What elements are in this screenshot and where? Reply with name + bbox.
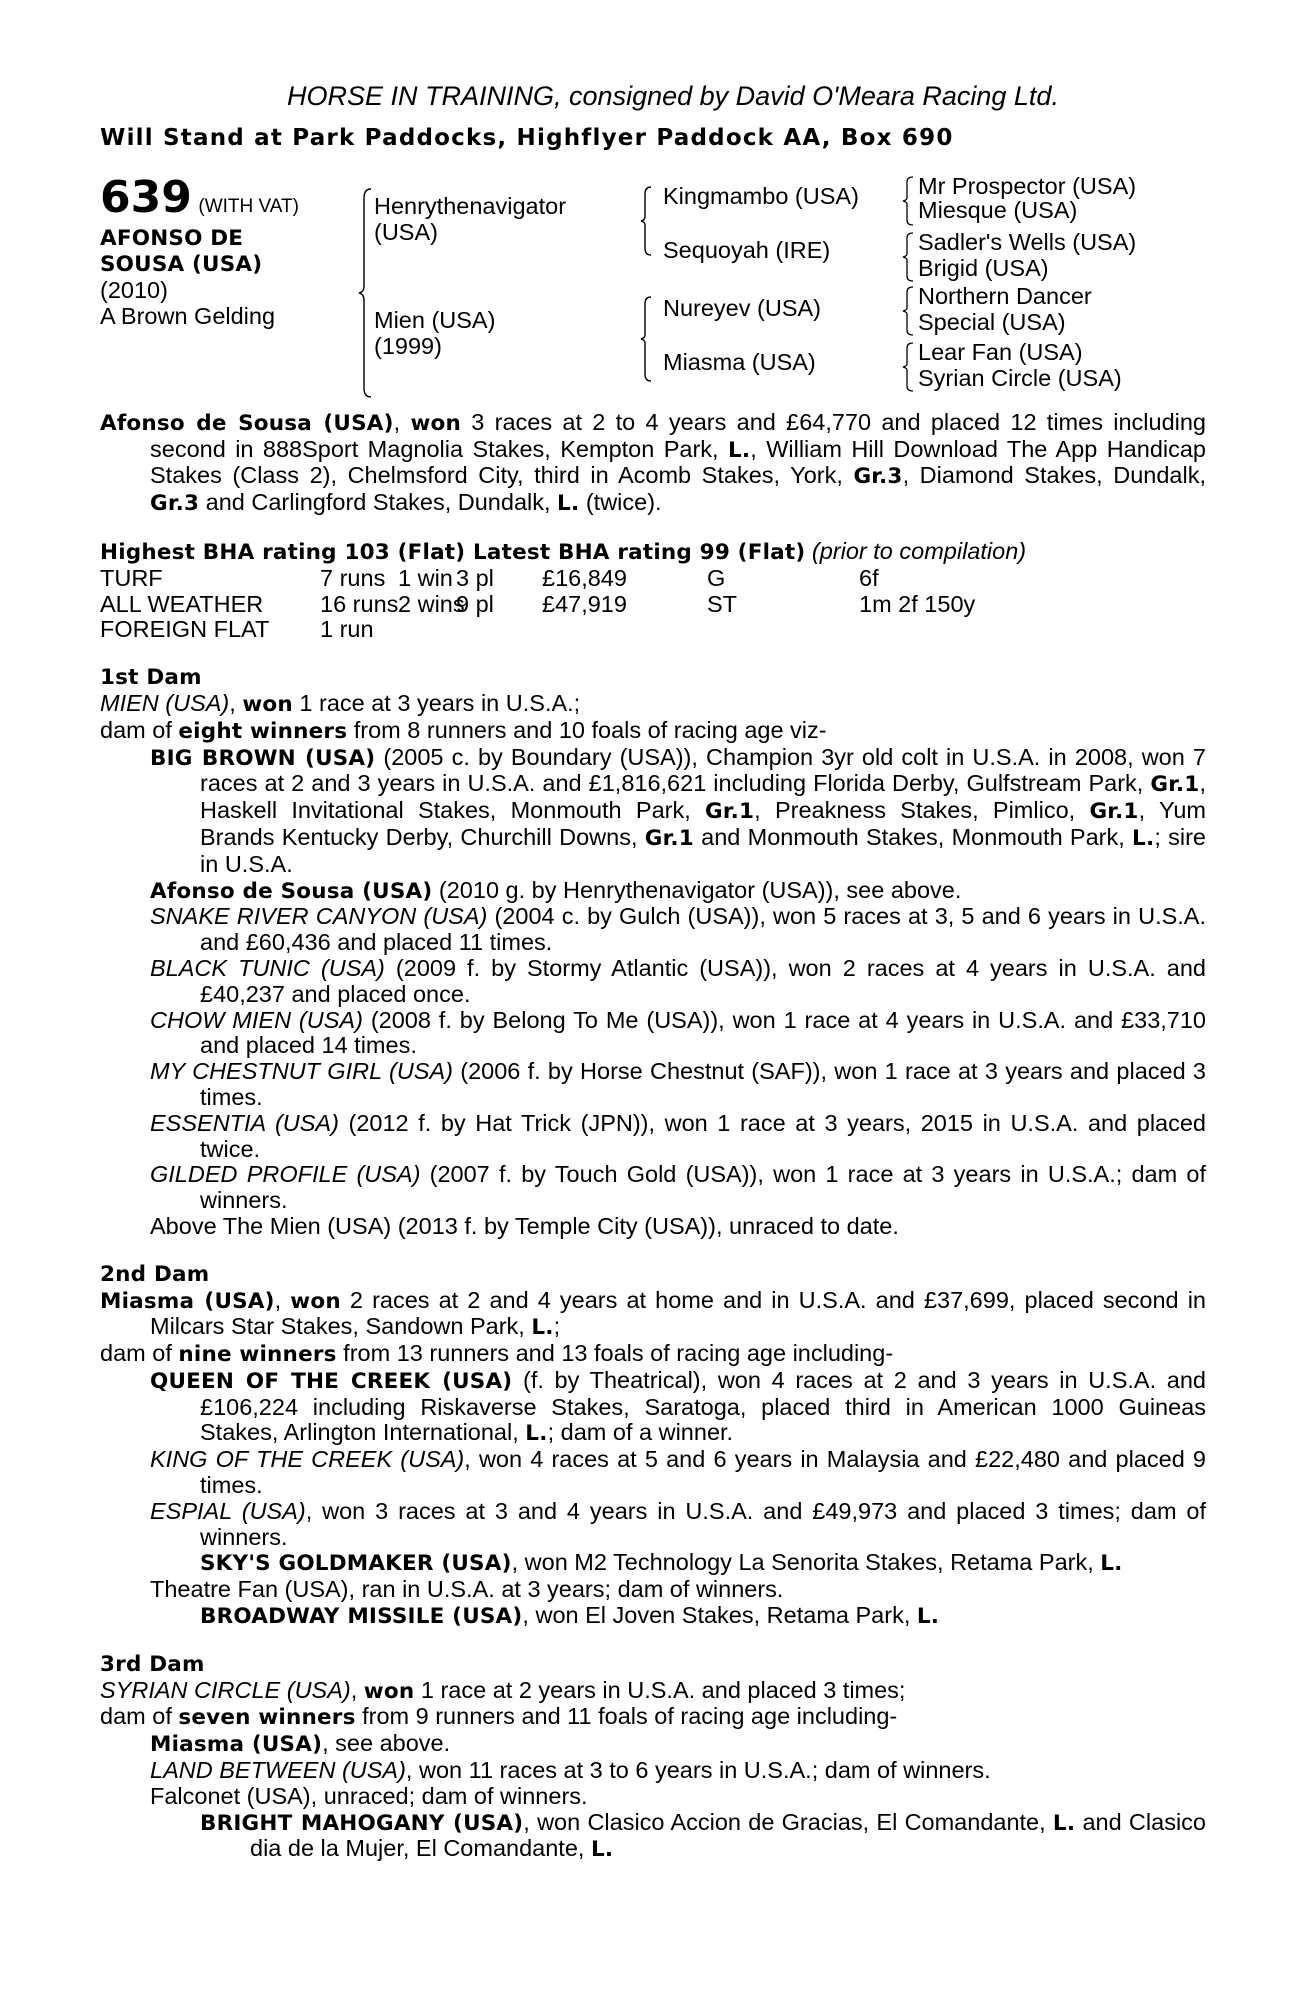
produce-text: from 9 runners and 11 foals of racing age including- (355, 1703, 898, 1730)
catalogue-page (100, 80, 1206, 1863)
group-label: Gr.3 (150, 491, 200, 517)
produce-text: (2005 c. by Boundary (USA)), Champion 3yr old colt in U.S.A. in 2008, won 7 races at 2 and 3 years in U.S.A. and £1,816,621 including Florida Derby, Gulfstream Park, (200, 743, 1206, 797)
produce-name: QUEEN OF THE CREEK (USA) (150, 1368, 513, 1394)
lot-description: A Brown Gelding (100, 302, 276, 329)
listed-label: L. (590, 1837, 614, 1863)
produce-text: ; dam of a winner. (547, 1419, 734, 1446)
listed-label: L. (916, 1604, 940, 1630)
dam-sire: Nureyev (USA) (663, 294, 822, 321)
summary-text: , Diamond Stakes, Dundalk, (902, 462, 1206, 489)
listed-label: L. (1100, 1551, 1123, 1577)
ratings-row (100, 617, 1206, 643)
dam-name: Miasma (USA) (100, 1288, 275, 1314)
summary-text: (twice). (579, 489, 662, 516)
sire-dam-dam: Brigid (USA) (918, 254, 1049, 281)
race-summary: Afonso de Sousa (USA), won 3 races at 2 to 4 years and £64,770 and placed 12 times including second in 888Sport Magnolia Stakes, Kempton Park, L., William Hill Download The App Handicap Stakes (Class 2), Chelmsford City, third in Acomb Stakes, York, Gr.3, Diamond Stakes, Dundalk, Gr.3 and Carlingford Stakes, Dundalk, L. (twice). (100, 408, 1207, 517)
produce-name: GILDED PROFILE (USA) (150, 1161, 421, 1188)
produce-name: BRIGHT MAHOGANY (USA) (200, 1810, 524, 1836)
produce-text: (2009 f. by Stormy Atlantic (USA)), won 2 races at 4 years in U.S.A. and £40,237 and placed once. (200, 954, 1206, 1007)
produce-name: LAND BETWEEN (USA) (150, 1757, 406, 1784)
produce-text: , see above. (322, 1730, 451, 1757)
dam-text: 2 races at 2 and 4 years at home and in U.S.A. and £37,699, placed second in Milcars Star Stakes, Sandown Park, (150, 1286, 1206, 1340)
produce-entry (150, 1368, 1206, 1447)
ratings-cell: 1 run (320, 616, 374, 643)
lot-year: (2010) (100, 276, 168, 303)
pedigree-table (100, 171, 1206, 410)
won-label: won (242, 691, 293, 717)
produce-name: Miasma (USA) (150, 1732, 323, 1758)
produce-text: (2008 f. by Belong To Me (USA)), won 1 race at 4 years in U.S.A. and £33,710 and placed 14 times. (200, 1006, 1206, 1059)
second-dam-section (100, 1262, 1206, 1630)
produce-entry (200, 1550, 1206, 1577)
dam-dam-sire: Lear Fan (USA) (918, 338, 1083, 365)
produce-name: ESSENTIA (USA) (150, 1109, 339, 1136)
section-heading: 1st Dam (100, 665, 202, 691)
produce-entry (200, 1603, 1206, 1630)
pedigree-brace-sd (902, 232, 914, 282)
ratings-note: (prior to compilation) (811, 537, 1027, 564)
won-label: won (363, 1678, 415, 1704)
sire-sire: Kingmambo (USA) (663, 182, 859, 209)
produce-text: , Preakness Stakes, Pimlico, (754, 797, 1090, 824)
produce-name: BROADWAY MISSILE (USA) (200, 1604, 523, 1630)
ratings-cell: TURF (100, 564, 163, 591)
group-label: Gr.1 (705, 799, 755, 825)
produce-text: , won El Joven Stakes, Retama Park, (522, 1602, 917, 1629)
listed-label: L. (727, 437, 751, 463)
produce-entry (200, 1810, 1206, 1864)
produce-entry (150, 1731, 1206, 1758)
won-label: won (410, 410, 462, 436)
produce-entry (150, 745, 1206, 878)
produce-entry (150, 1162, 1206, 1214)
lot-name: SOUSA (USA) (100, 251, 263, 277)
pedigree-brace-sire (640, 186, 652, 256)
produce-text: (2007 f. by Touch Gold (USA)), won 1 race at 3 years in U.S.A.; dam of winners. (200, 1161, 1207, 1214)
third-dam-section: 3rd Dam SYRIAN CIRCLE (USA), won 1 race at 2 years in U.S.A. and placed 3 times; dam of seven winners from 9 runners and 11 foals of racing age including- Miasma (USA), see above. LAND BETWEEN (USA), won 11 races at 3 to 6 years in U.S.A.; dam of winners. Falconet (USA), unraced; dam of winners. BRIGHT MAHOGANY (USA), won Clasico Accion de Gracias, El Comandante, L. and Clasico dia de la Mujer, El Comandante, L. (100, 1651, 1206, 1863)
listed-label: L. (557, 491, 580, 517)
ratings-cell: 16 runs (320, 590, 399, 617)
dam-text: 1 race at 2 years in U.S.A. and placed 3 times; (414, 1676, 906, 1703)
produce-entry: Theatre Fan (USA), ran in U.S.A. at 3 years; dam of winners. (150, 1576, 784, 1603)
ratings-cell: ST (707, 590, 738, 617)
dam-year: (1999) (374, 332, 442, 359)
produce-text: , won 4 races at 5 and 6 years in Malaysia and £22,480 and placed 9 times. (200, 1446, 1206, 1499)
produce-text: from 13 runners and 13 foals of racing age including- (336, 1340, 894, 1367)
sire-dam: Sequoyah (IRE) (663, 236, 831, 263)
produce-name: BIG BROWN (USA) (150, 745, 376, 771)
lot-header (100, 171, 299, 223)
ratings-row (100, 592, 1206, 618)
summary-text: 3 races at 2 to 4 years and £64,770 and placed 12 times including second in 888Sport Magnolia Stakes, Kempton Park, (150, 408, 1207, 462)
produce-text: (f. by Theatrical), won 4 races at 2 and 3 years in U.S.A. and £106,224 including Riskaverse Stakes, Saratoga, placed third in American 1000 Guineas Stakes, Arlington International, (200, 1366, 1206, 1446)
produce-name: MY CHESTNUT GIRL (USA) (150, 1058, 453, 1085)
dam-text: ; (553, 1313, 561, 1340)
produce-name: SKY'S GOLDMAKER (USA) (200, 1551, 512, 1577)
produce-text: from 8 runners and 10 foals of racing age viz- (347, 716, 827, 743)
produce-entry (150, 904, 1206, 956)
listed-label: L. (1132, 825, 1155, 851)
sire-name: Henrythenavigator (374, 192, 567, 219)
section-heading: 3rd Dam (100, 1651, 205, 1677)
stand-location: Will Stand at Park Paddocks, Highflyer Paddock AA, Box 690 (100, 125, 954, 151)
ratings-cell: 9 pl (456, 590, 494, 617)
lot-name: AFONSO DE (100, 225, 244, 251)
produce-text: ; sire in U.S.A. (200, 823, 1206, 877)
sire-sire-sire: Mr Prospector (USA) (918, 172, 1137, 199)
produce-text: , won M2 Technology La Senorita Stakes, Retama Park, (511, 1549, 1101, 1576)
ratings-row (100, 566, 1206, 592)
produce-text: dam of (100, 716, 179, 743)
ratings-cell: 1 win (398, 564, 453, 591)
dam-dam-dam: Syrian Circle (USA) (918, 364, 1122, 391)
dam-sire-sire: Northern Dancer (918, 282, 1092, 309)
sire-dam-sire: Sadler's Wells (USA) (918, 228, 1137, 255)
produce-text: and Clasico dia de la Mujer, El Comandante, (250, 1808, 1206, 1862)
section-heading: 2nd Dam (100, 1261, 210, 1287)
pedigree-brace-main (358, 188, 372, 398)
produce-name: KING OF THE CREEK (USA) (150, 1446, 465, 1473)
summary-text: and Carlingford Stakes, Dundalk, (199, 489, 558, 516)
produce-text: , Haskell Invitational Stakes, Monmouth Park, (200, 770, 1206, 824)
pedigree-brace-ss (902, 176, 914, 226)
ratings-cell: 6f (859, 564, 879, 591)
listed-label: L. (1052, 1810, 1076, 1836)
winners-count: nine winners (178, 1342, 337, 1368)
pedigree-brace-dam (640, 296, 652, 382)
produce-entry (150, 1008, 1206, 1060)
produce-text: dam of (100, 1340, 179, 1367)
produce-entry (150, 1499, 1206, 1551)
dam-name: SYRIAN CIRCLE (USA) (100, 1676, 351, 1703)
produce-entry (150, 1447, 1206, 1499)
ratings-cell: ALL WEATHER (100, 590, 264, 617)
lot-number: 639 (100, 171, 192, 223)
page-title: HORSE IN TRAINING, consigned by David O'Meara Racing Ltd. (287, 81, 1059, 111)
dam-name: Mien (USA) (374, 306, 496, 333)
produce-entry (150, 878, 1206, 905)
group-label: Gr.1 (1150, 772, 1200, 798)
group-label: Gr.3 (853, 464, 903, 490)
sire-country: (USA) (374, 218, 438, 245)
listed-label: L. (531, 1315, 554, 1341)
produce-text: (2006 f. by Horse Chestnut (SAF)), won 1 race at 3 years and placed 3 times. (200, 1058, 1206, 1110)
winners-count: seven winners (178, 1705, 356, 1731)
horse-name: Afonso de Sousa (USA) (100, 410, 394, 436)
produce-name: Afonso de Sousa (USA) (150, 878, 433, 904)
ratings-cell: 7 runs (320, 564, 386, 591)
ratings-block (100, 539, 1206, 643)
pedigree-brace-dd (902, 342, 914, 392)
dam-entry: Miasma (USA), won 2 races at 2 and 4 years at home and in U.S.A. and £37,699, placed second in Milcars Star Stakes, Sandown Park, L.; (100, 1286, 1206, 1341)
ratings-cell: G (707, 564, 726, 591)
listed-label: L. (525, 1421, 548, 1447)
dam-sire-dam: Special (USA) (918, 308, 1066, 335)
group-label: Gr.1 (644, 825, 694, 851)
produce-name: ESPIAL (USA) (150, 1497, 306, 1524)
ratings-cell: £47,919 (542, 590, 627, 617)
produce-text: , won Clasico Accion de Gracias, El Comandante, (523, 1808, 1053, 1835)
ratings-cell: £16,849 (542, 564, 627, 591)
group-label: Gr.1 (1089, 799, 1139, 825)
dam-text: 1 race at 3 years in U.S.A.; (292, 689, 581, 716)
dam-name: MIEN (USA) (100, 689, 230, 716)
produce-entry (150, 1758, 1206, 1784)
ratings-cell: 2 wins (398, 590, 465, 617)
won-label: won (290, 1288, 341, 1314)
summary-text: , William Hill Download The App Handicap Stakes (Class 2), Chelmsford City, third in Acomb Stakes, York, (150, 435, 1206, 489)
produce-name: BLACK TUNIC (USA) (150, 954, 385, 981)
ratings-cell: 3 pl (456, 564, 494, 591)
ratings-cell: 1m 2f 150y (859, 590, 976, 617)
dam-dam: Miasma (USA) (663, 348, 816, 375)
produce-entry (150, 1059, 1206, 1111)
produce-text: , Yum Brands Kentucky Derby, Churchill Downs, (200, 797, 1206, 850)
winners-count: eight winners (178, 718, 348, 744)
produce-text: , won 11 races at 3 to 6 years in U.S.A.; dam of winners. (405, 1757, 991, 1784)
produce-name: SNAKE RIVER CANYON (USA) (150, 903, 488, 930)
first-dam-section: 1st Dam MIEN (USA), won 1 race at 3 years in U.S.A.; dam of eight winners from 8 runners and 10 foals of racing age viz- BIG BROWN (USA) (2005 c. by Boundary (USA)), Champion 3yr old colt in U.S.A. in 2008, won 7 races at 2 and 3 years in U.S.A. and £1,816,621 including Florida Derby, Gulfstream Park, Gr.1, Haskell Invitational Stakes, Monmouth Park, Gr.1, Preakness Stakes, Pimlico, Gr.1, Yum Brands Kentucky Derby, Churchill Downs, Gr.1 and Monmouth Stakes, Monmouth Park, L.; sire in U.S.A. Afonso de Sousa (USA) (2010 g. by Henrythenavigator (USA)), see above. SNAKE RIVER CANYON (USA) (2004 c. by Gulch (USA)), won 5 races at 3, 5 and 6 years in U.S.A. and £60,436 and placed 11 times. BLACK TUNIC (USA) (2009 f. by Stormy Atlantic (USA)), won 2 races at 4 years in U.S.A. and £40,237 and placed once. CHOW MIEN (USA) (2008 f. by Belong To Me (USA)), won 1 race at 4 years in U.S.A. and £33,710 and placed 14 times. MY CHESTNUT GIRL (USA) (2006 f. by Horse Chestnut (SAF)), won 1 race at 3 years and placed 3 times. ESSENTIA (USA) (2012 f. by Hat Trick (JPN)), won 1 race at 3 years, 2015 in U.S.A. and placed twice. GILDED PROFILE (USA) (2007 f. by Touch Gold (USA)), won 1 race at 3 years in U.S.A.; dam of winners. Above The Mien (USA) (2013 f. by Temple City (USA)), unraced to date. (100, 665, 1207, 1239)
produce-text: and Monmouth Stakes, Monmouth Park, (693, 823, 1133, 850)
produce-entry: Above The Mien (USA) (2013 f. by Temple City (USA)), unraced to date. (150, 1212, 899, 1239)
ratings-cell: FOREIGN FLAT (100, 616, 270, 643)
produce-entry (150, 1111, 1206, 1163)
produce-name: CHOW MIEN (USA) (150, 1006, 363, 1033)
produce-text: (2004 c. by Gulch (USA)), won 5 races at 3, 5 and 6 years in U.S.A. and £60,436 and placed 11 times. (200, 903, 1207, 956)
pedigree-brace-ds (902, 286, 914, 336)
sire-sire-dam: Miesque (USA) (918, 196, 1078, 223)
produce-text: dam of (100, 1703, 179, 1730)
produce-entry: Falconet (USA), unraced; dam of winners. (150, 1782, 588, 1809)
produce-entry (150, 956, 1206, 1008)
produce-text: (2010 g. by Henrythenavigator (USA)), see above. (432, 876, 962, 903)
produce-text: , won 3 races at 3 and 4 years in U.S.A. and £49,973 and placed 3 times; dam of winners. (200, 1497, 1207, 1550)
ratings-heading: Highest BHA rating 103 (Flat) Latest BHA rating 99 (Flat) (100, 539, 806, 565)
produce-text: (2012 f. by Hat Trick (JPN)), won 1 race at 3 years, 2015 in U.S.A. and placed twice. (200, 1109, 1206, 1162)
vat-note: (WITH VAT) (198, 195, 299, 217)
